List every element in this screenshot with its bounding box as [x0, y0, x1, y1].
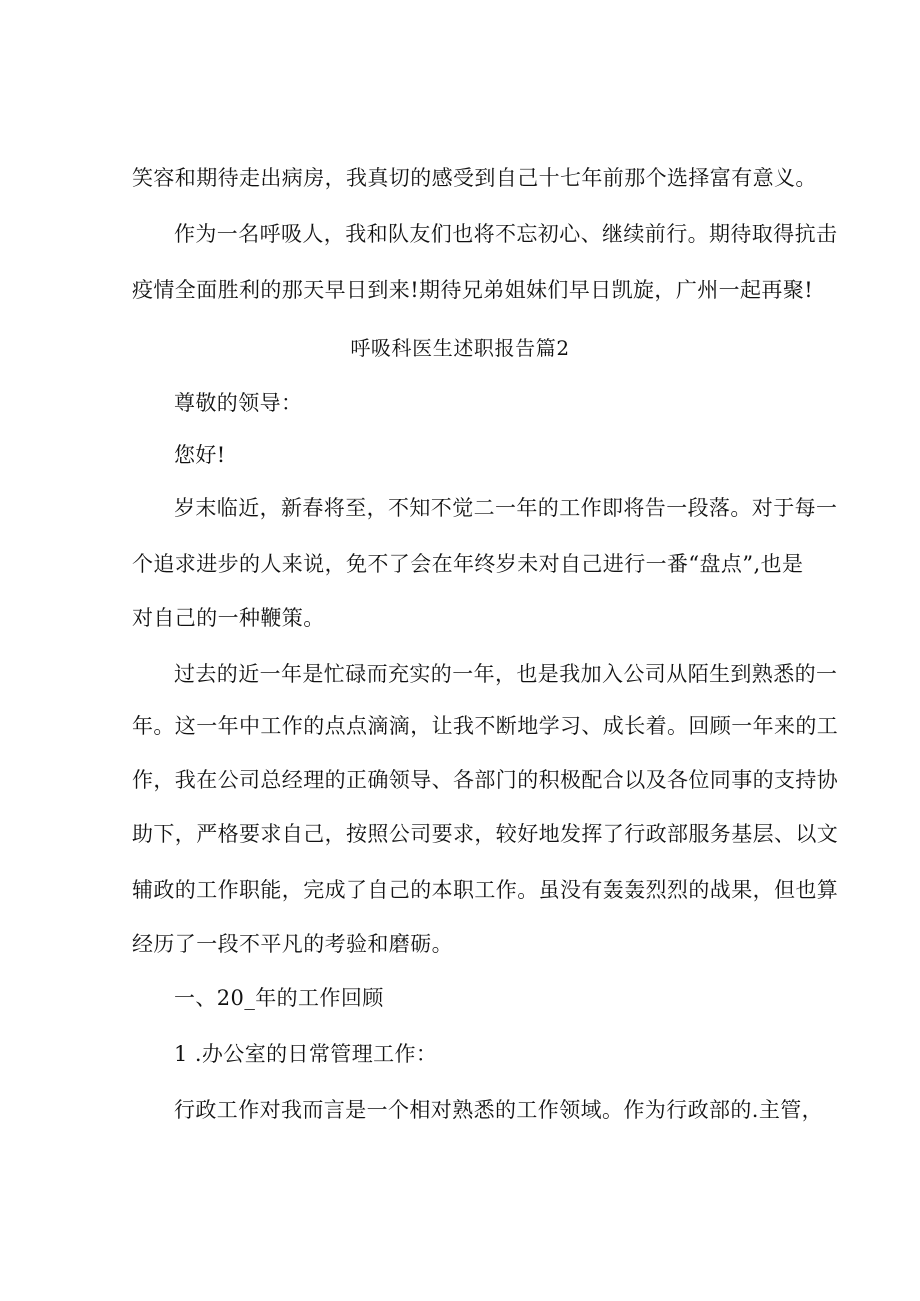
section-title: 呼吸科医生述职报告篇2 — [350, 336, 570, 360]
paragraph-line: 岁末临近，新春将至，不知不觉二一年的工作即将告一段落。对于每一 — [174, 496, 838, 520]
paragraph-line: 对自己的一种鞭策。 — [132, 606, 325, 630]
paragraph-line: 助下，严格要求自己，按照公司要求，较好地发挥了行政部服务基层、以文 — [132, 822, 839, 846]
section-heading: 一、20_年的工作回顾 — [174, 986, 384, 1010]
paragraph-line: 疫情全面胜利的那天早日到来!期待兄弟姐妹们早日凯旋，广州一起再聚! — [132, 278, 814, 302]
salutation: 尊敬的领导： — [174, 391, 303, 415]
paragraph-line: 作，我在公司总经理的正确领导、各部门的积极配合以及各位同事的支持协 — [132, 768, 839, 792]
paragraph-line: 个追求进步的人来说，免不了会在年终岁未对自己进行一番“盘点”,也是 — [132, 552, 804, 576]
greeting: 您好! — [174, 443, 226, 467]
paragraph-line: 作为一名呼吸人，我和队友们也将不忘初心、继续前行。期待取得抗击 — [174, 222, 838, 246]
paragraph-line: 行政工作对我而言是一个相对熟悉的工作领域。作为行政部的.主管， — [174, 1098, 824, 1122]
paragraph-line: 辅政的工作职能，完成了自己的本职工作。虽没有轰轰烈烈的战果，但也算 — [132, 878, 839, 902]
paragraph-line: 笑容和期待走出病房，我真切的感受到自己十七年前那个选择富有意义。 — [132, 166, 817, 190]
paragraph-line: 经历了一段不平凡的考验和磨砺。 — [132, 932, 453, 956]
paragraph-line: 年。这一年中工作的点点滴滴，让我不断地学习、成长着。回顾一年来的工 — [132, 714, 839, 738]
subsection-heading: 1 .办公室的日常管理工作： — [174, 1042, 438, 1066]
paragraph-line: 过去的近一年是忙碌而充实的一年，也是我加入公司从陌生到熟悉的一 — [174, 662, 838, 686]
